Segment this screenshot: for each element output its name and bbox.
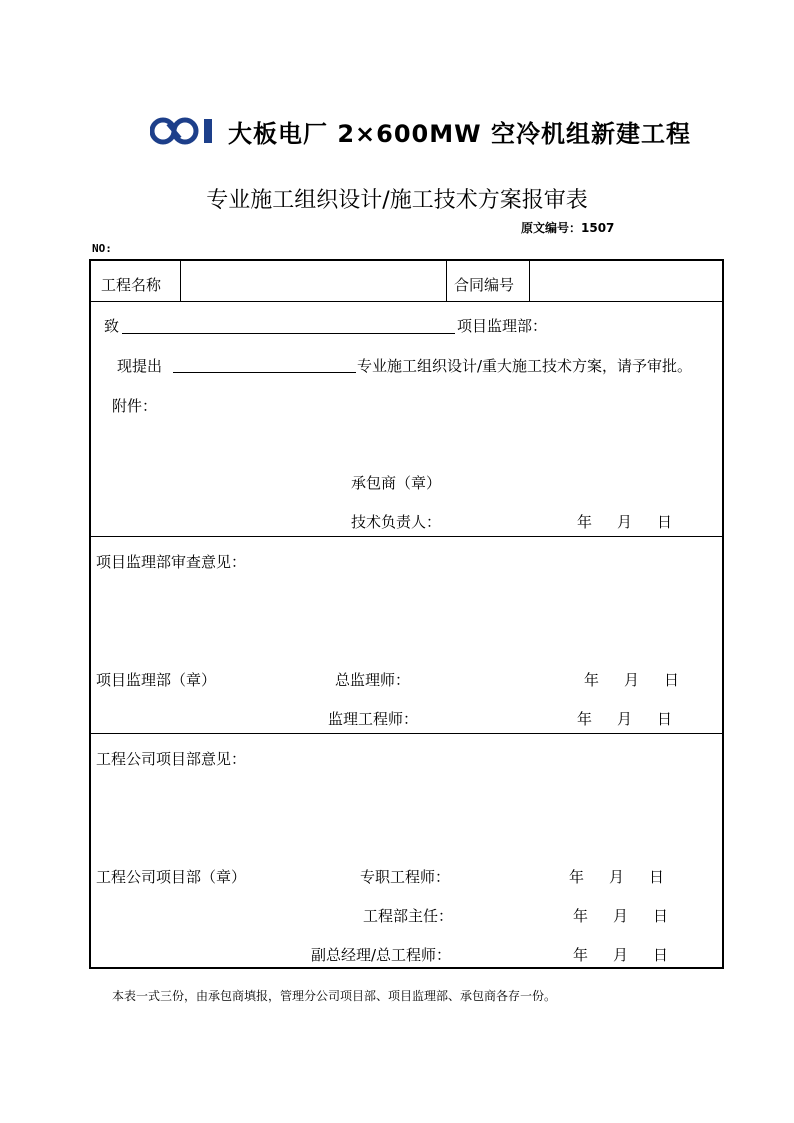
row-divider bbox=[91, 536, 722, 537]
deputy-gm-label: 副总经理/总工程师： bbox=[311, 946, 452, 964]
engineer-label: 专职工程师： bbox=[360, 868, 451, 886]
recipient-blank[interactable] bbox=[122, 333, 455, 334]
cell-divider bbox=[529, 261, 530, 301]
propose-suffix: 专业施工组织设计/重大施工技术方案，请予审批。 bbox=[357, 357, 693, 375]
day-label: 日 bbox=[657, 710, 673, 728]
supervision-seal: 项目监理部（章） bbox=[96, 671, 217, 689]
day-label: 日 bbox=[657, 513, 673, 531]
year-label: 年 bbox=[573, 907, 589, 925]
company-seal: 工程公司项目部（章） bbox=[96, 868, 247, 886]
day-label: 日 bbox=[649, 868, 665, 886]
month-label: 月 bbox=[609, 868, 625, 886]
cell-divider bbox=[446, 261, 447, 301]
project-name-label: 工程名称 bbox=[101, 276, 162, 294]
specialty-blank[interactable] bbox=[173, 372, 356, 373]
row-divider bbox=[91, 301, 722, 302]
year-label: 年 bbox=[573, 946, 589, 964]
contract-no-label: 合同编号 bbox=[454, 276, 515, 294]
original-number: 原文编号：1507 bbox=[521, 221, 615, 235]
year-label: 年 bbox=[569, 868, 585, 886]
chief-supervisor-label: 总监理师： bbox=[335, 671, 411, 689]
month-label: 月 bbox=[613, 946, 629, 964]
supervisor-engineer-label: 监理工程师： bbox=[328, 710, 419, 728]
contract-no-field[interactable] bbox=[532, 274, 717, 296]
row-divider bbox=[91, 733, 722, 734]
day-label: 日 bbox=[664, 671, 680, 689]
company-opinion-label: 工程公司项目部意见： bbox=[96, 750, 247, 768]
tech-lead-label: 技术负责人： bbox=[351, 513, 442, 531]
month-label: 月 bbox=[624, 671, 640, 689]
company-logo bbox=[150, 116, 218, 146]
month-label: 月 bbox=[617, 710, 633, 728]
supervision-opinion-label: 项目监理部审查意见： bbox=[96, 553, 247, 571]
year-label: 年 bbox=[584, 671, 600, 689]
no-label: NO: bbox=[92, 242, 112, 255]
day-label: 日 bbox=[653, 907, 669, 925]
form-title: 专业施工组织设计/施工技术方案报审表 bbox=[206, 188, 588, 213]
year-label: 年 bbox=[577, 710, 593, 728]
day-label: 日 bbox=[653, 946, 669, 964]
month-label: 月 bbox=[617, 513, 633, 531]
attachment-label: 附件： bbox=[112, 397, 158, 415]
project-name-field[interactable] bbox=[184, 274, 444, 296]
year-label: 年 bbox=[577, 513, 593, 531]
cell-divider bbox=[180, 261, 181, 301]
dept-head-label: 工程部主任： bbox=[363, 907, 454, 925]
project-title: 大板电厂 2×600MW 空冷机组新建工程 bbox=[228, 120, 691, 148]
to-prefix: 致 bbox=[104, 317, 120, 335]
month-label: 月 bbox=[613, 907, 629, 925]
propose-prefix: 现提出 bbox=[117, 357, 163, 375]
contractor-seal: 承包商（章） bbox=[351, 474, 442, 492]
footnote: 本表一式三份，由承包商填报，管理分公司项目部、项目监理部、承包商各存一份。 bbox=[112, 989, 557, 1003]
to-suffix: 项目监理部： bbox=[457, 317, 548, 335]
